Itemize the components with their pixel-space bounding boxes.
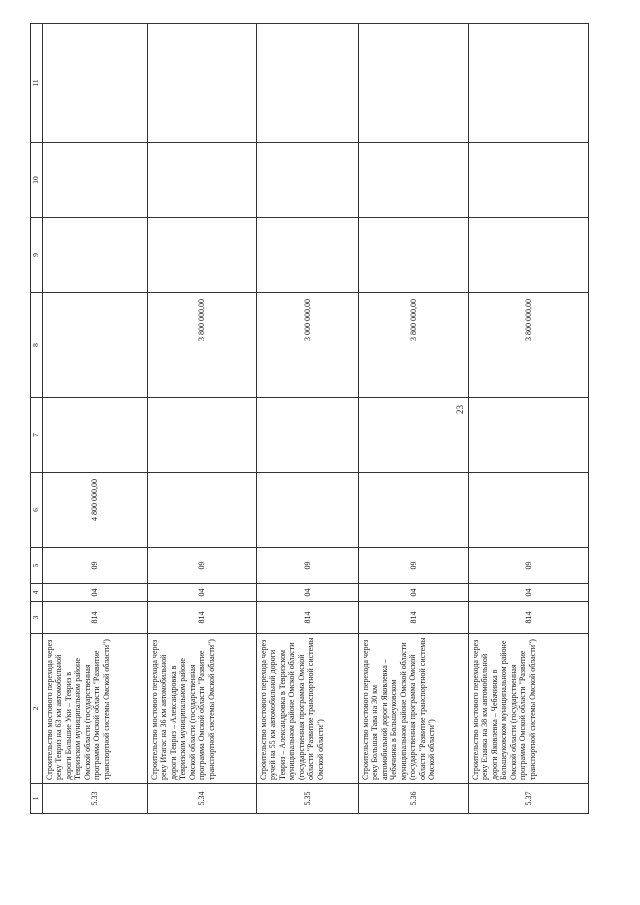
col-header-4: 4 — [31, 583, 43, 601]
cell-col-10 — [359, 142, 469, 217]
cell-col-6 — [359, 472, 469, 547]
cell-col-5: 09 — [359, 547, 469, 583]
cell-col-11 — [43, 23, 148, 142]
col-header-6: 6 — [31, 472, 43, 547]
row-number: 5.33 — [43, 783, 148, 813]
cell-col-3: 814 — [148, 601, 257, 633]
cell-col-6 — [257, 472, 359, 547]
page-number: 23 — [455, 405, 465, 414]
col-header-8: 8 — [31, 292, 43, 397]
cell-col-3: 814 — [469, 601, 589, 633]
cell-col-7 — [148, 397, 257, 472]
cell-col-4: 04 — [257, 583, 359, 601]
row-number: 5.34 — [148, 783, 257, 813]
row-description: Строительство мостового перехода через реку Еланка на 38 км автомобильной дороги Яковлевка – Чебачинка в Большеуковском муниципальном районе Омской области (государственная программа Омской области "Развитие транспортной системы Омской области") — [469, 633, 589, 783]
cell-col-9 — [469, 217, 589, 292]
cell-col-9 — [359, 217, 469, 292]
row-description: Строительство мостового перехода через ручей на 55 км автомобильной дороги Тевриз – Александровка в Тевризском муниципальном районе Омской области (государственная программа Омской области "Развитие транспортной системы Омской области") — [257, 633, 359, 783]
cell-col-10 — [148, 142, 257, 217]
row-description: Строительство мостового перехода через реку Итагас на 36 км автомобильной дороги Тевриз – Александровка в Тевризском муниципальном районе Омской области (государственная программа Омской области "Развитие транспортной системы Омской области") — [148, 633, 257, 783]
cell-col-11 — [469, 23, 589, 142]
cell-col-8: 3 000 000,00 — [257, 292, 359, 397]
cell-col-10 — [469, 142, 589, 217]
col-header-10: 10 — [31, 142, 43, 217]
cell-col-4: 04 — [469, 583, 589, 601]
col-header-2: 2 — [31, 633, 43, 783]
col-header-1: 1 — [31, 783, 43, 813]
cell-col-9 — [257, 217, 359, 292]
cell-col-10 — [257, 142, 359, 217]
cell-col-7 — [257, 397, 359, 472]
cell-col-11 — [148, 23, 257, 142]
cell-col-8: 3 800 000,00 — [469, 292, 589, 397]
row-description: Строительство мостового перехода через реку Тевриз на 63 км автомобильной дороги Большие Уки – Тевриз в Тевризском муниципальном районе Омской области (государственная программа Омской области "Развитие транспортной системы Омской области") — [43, 633, 148, 783]
col-header-11: 11 — [31, 23, 43, 142]
cell-col-11 — [257, 23, 359, 142]
cell-col-3: 814 — [257, 601, 359, 633]
cell-col-3: 814 — [43, 601, 148, 633]
row-number: 5.35 — [257, 783, 359, 813]
table-frame — [30, 24, 588, 814]
col-header-5: 5 — [31, 547, 43, 583]
cell-col-5: 09 — [469, 547, 589, 583]
cell-col-9 — [148, 217, 257, 292]
cell-col-5: 09 — [148, 547, 257, 583]
cell-col-7 — [359, 397, 469, 472]
col-header-9: 9 — [31, 217, 43, 292]
cell-col-7 — [43, 397, 148, 472]
cell-col-11 — [359, 23, 469, 142]
cell-col-4: 04 — [359, 583, 469, 601]
cell-col-5: 09 — [43, 547, 148, 583]
cell-col-8: 3 800 000,00 — [148, 292, 257, 397]
row-description: Строительство мостового перехода через реку Большая Тава на 30 км автомобильной дороги Яковлевка – Чебачинка в Большеуковском муниципальном районе Омской области (государственная программа Омской области "Развитие транспортной системы Омской области") — [359, 633, 469, 783]
cell-col-5: 09 — [257, 547, 359, 583]
cell-col-10 — [43, 142, 148, 217]
cell-col-8: 3 800 000,00 — [359, 292, 469, 397]
cell-col-6 — [469, 472, 589, 547]
cell-col-6: 4 800 000,00 — [43, 472, 148, 547]
cell-col-4: 04 — [43, 583, 148, 601]
cell-col-6 — [148, 472, 257, 547]
row-number: 5.37 — [469, 783, 589, 813]
cell-col-9 — [43, 217, 148, 292]
cell-col-8 — [43, 292, 148, 397]
col-header-3: 3 — [31, 601, 43, 633]
cell-col-4: 04 — [148, 583, 257, 601]
budget-table — [30, 23, 589, 814]
cell-col-7 — [469, 397, 589, 472]
cell-col-3: 814 — [359, 601, 469, 633]
col-header-7: 7 — [31, 397, 43, 472]
row-number: 5.36 — [359, 783, 469, 813]
